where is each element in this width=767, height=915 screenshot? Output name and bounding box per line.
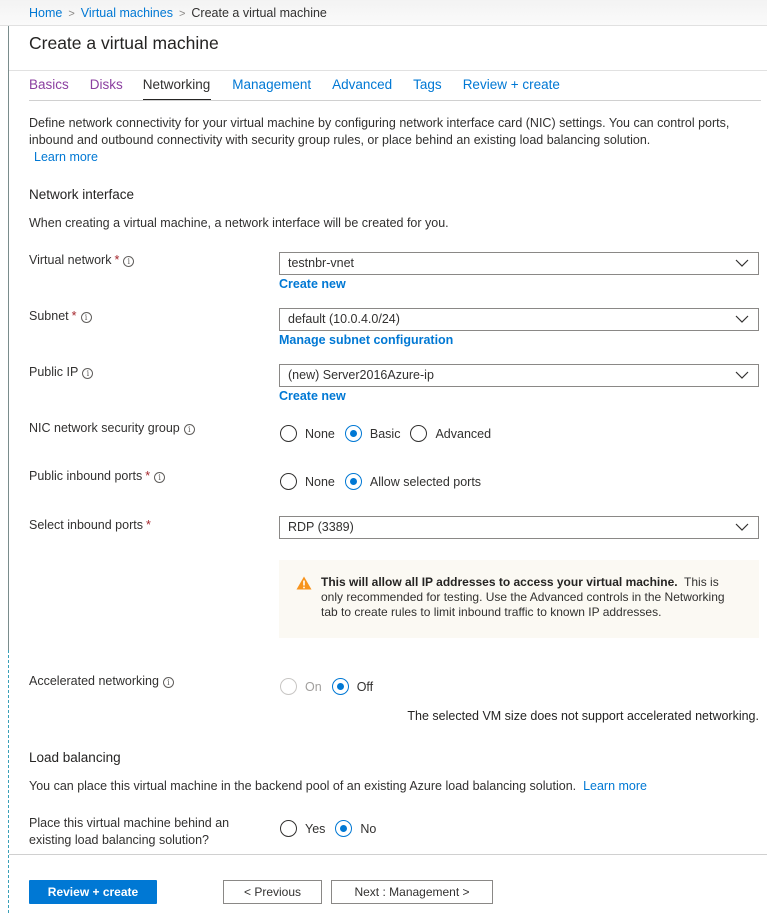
nsg-option-basic[interactable] xyxy=(345,425,401,442)
previous-button[interactable]: < Previous xyxy=(223,880,322,904)
warning-triangle-icon xyxy=(296,576,312,590)
accelerated-networking-label xyxy=(29,673,174,690)
required-asterisk: * xyxy=(71,309,77,323)
inbound-option-none[interactable] xyxy=(280,473,335,490)
label-text: Select inbound ports xyxy=(29,518,143,532)
chevron-down-icon xyxy=(735,313,749,325)
intro-description: Define network connectivity for your virtual machine by configuring network interface card (NIC) settings. You can control ports, inbound and outbound connectivity with security group rules, or place behind an existing load balancing solution. xyxy=(29,116,730,147)
radio-label: No xyxy=(360,821,377,836)
info-icon[interactable]: i xyxy=(81,312,92,323)
learn-more-link[interactable]: Learn more xyxy=(583,779,648,793)
label-text-line1: Place this virtual machine behind an xyxy=(29,816,230,830)
lb-option-no[interactable] xyxy=(335,820,376,837)
radio-button[interactable] xyxy=(280,425,297,442)
radio-button[interactable] xyxy=(280,473,297,490)
info-icon[interactable]: i xyxy=(163,677,174,688)
radio-label: Yes xyxy=(305,821,326,836)
radio-label: Basic xyxy=(369,426,401,441)
breadcrumb-bar xyxy=(0,0,767,26)
accel-option-on xyxy=(280,678,322,695)
breadcrumb-separator-icon: > xyxy=(178,8,186,20)
virtual-network-select[interactable] xyxy=(279,252,759,275)
label-text-line2: existing load balancing solution? xyxy=(29,833,209,847)
info-icon[interactable]: i xyxy=(184,424,195,435)
blade-left-border-dashed xyxy=(8,650,9,915)
chevron-down-icon xyxy=(735,257,749,269)
breadcrumb xyxy=(29,6,327,20)
section-load-balancing: Load balancing xyxy=(29,750,121,765)
radio-label: Advanced xyxy=(435,426,492,441)
tab-bar xyxy=(29,77,581,101)
lb-option-yes[interactable] xyxy=(280,820,325,837)
info-icon[interactable]: i xyxy=(123,256,134,267)
required-asterisk: * xyxy=(145,518,151,532)
create-new-public-ip-link[interactable]: Create new xyxy=(279,389,346,403)
radio-button[interactable] xyxy=(280,820,297,837)
review-create-button[interactable]: Review + create xyxy=(29,880,157,904)
divider xyxy=(9,70,767,71)
public-ip-label xyxy=(29,364,93,381)
create-new-vnet-link[interactable]: Create new xyxy=(279,277,346,291)
breadcrumb-separator-icon: > xyxy=(68,8,75,20)
warning-text: This is only recommended for testing. Use the Advanced controls in the Networking tab to create rules to limit inbound traffic to known IP addresses. xyxy=(321,575,725,619)
page-title: Create a virtual machine xyxy=(29,33,219,53)
radio-button-checked[interactable] xyxy=(345,425,362,442)
label-text: Accelerated networking xyxy=(29,674,159,688)
chevron-down-icon xyxy=(735,521,749,533)
description-text: You can place this virtual machine in the backend pool of an existing Azure load balancing solution. xyxy=(29,779,577,793)
radio-label: None xyxy=(305,474,335,489)
accelerated-networking-note: The selected VM size does not support accelerated networking. xyxy=(407,709,759,723)
label-text: NIC network security group xyxy=(29,421,180,435)
tab-advanced[interactable]: Advanced xyxy=(332,77,393,92)
inbound-ports-select[interactable] xyxy=(279,516,759,539)
radio-button-checked[interactable] xyxy=(335,820,352,837)
public-inbound-ports-label xyxy=(29,468,165,485)
section-network-interface: Network interface xyxy=(29,187,135,202)
required-asterisk: * xyxy=(145,469,151,483)
next-management-button[interactable]: Next : Management > xyxy=(331,880,493,904)
breadcrumb-home[interactable]: Home xyxy=(29,6,63,20)
place-behind-lb-label xyxy=(29,815,229,849)
info-icon[interactable]: i xyxy=(82,368,93,379)
radio-label: Off xyxy=(356,679,374,694)
manage-subnet-link[interactable]: Manage subnet configuration xyxy=(279,333,454,347)
label-text: Public IP xyxy=(29,365,79,379)
tab-management[interactable]: Management xyxy=(232,77,312,92)
select-value: default (10.0.4.0/24) xyxy=(288,312,400,326)
warning-bold-text: This will allow all IP addresses to access your virtual machine. xyxy=(321,575,678,589)
tab-disks[interactable]: Disks xyxy=(89,77,123,92)
accelerated-networking-radio-group xyxy=(280,678,383,695)
tab-basics[interactable]: Basics xyxy=(29,77,69,92)
radio-label: On xyxy=(305,679,322,694)
inbound-option-allow-selected[interactable] xyxy=(345,473,481,490)
radio-button[interactable] xyxy=(410,425,427,442)
tab-networking[interactable]: Networking xyxy=(143,77,212,101)
load-balancing-description xyxy=(29,779,647,793)
breadcrumb-current: Create a virtual machine xyxy=(191,6,327,20)
label-text: Subnet xyxy=(29,309,69,323)
warning-message xyxy=(279,560,759,638)
tab-tags[interactable]: Tags xyxy=(413,77,442,92)
label-text: Virtual network xyxy=(29,253,112,267)
place-behind-lb-radio-group xyxy=(280,820,386,837)
radio-button-checked[interactable] xyxy=(345,473,362,490)
label-text: Public inbound ports xyxy=(29,469,143,483)
radio-label: Allow selected ports xyxy=(369,474,482,489)
radio-button-disabled xyxy=(280,678,297,695)
select-inbound-ports-label xyxy=(29,517,151,534)
intro-text xyxy=(29,115,759,166)
public-inbound-ports-radio-group xyxy=(280,473,491,490)
footer-divider xyxy=(9,854,767,855)
learn-more-link[interactable]: Learn more xyxy=(34,150,98,164)
info-icon[interactable]: i xyxy=(154,472,165,483)
public-ip-select[interactable] xyxy=(279,364,759,387)
tab-review-create[interactable]: Review + create xyxy=(462,77,560,92)
blade-left-border xyxy=(8,0,9,650)
nsg-option-none[interactable] xyxy=(280,425,335,442)
virtual-network-label xyxy=(29,252,134,269)
radio-button-checked[interactable] xyxy=(332,678,349,695)
subnet-label xyxy=(29,308,92,325)
select-value: testnbr-vnet xyxy=(288,256,355,270)
nic-nsg-radio-group xyxy=(280,425,501,442)
select-value: RDP (3389) xyxy=(288,520,354,534)
required-asterisk: * xyxy=(114,253,120,267)
nic-nsg-label xyxy=(29,420,195,437)
subnet-select[interactable] xyxy=(279,308,759,331)
radio-label: None xyxy=(305,426,335,441)
accel-option-off[interactable] xyxy=(332,678,373,695)
select-value: (new) Server2016Azure-ip xyxy=(288,368,434,382)
network-interface-description: When creating a virtual machine, a network interface will be created for you. xyxy=(29,216,449,230)
chevron-down-icon xyxy=(735,369,749,381)
breadcrumb-virtual-machines[interactable]: Virtual machines xyxy=(80,6,173,20)
divider xyxy=(29,100,761,101)
nsg-option-advanced[interactable] xyxy=(410,425,491,442)
